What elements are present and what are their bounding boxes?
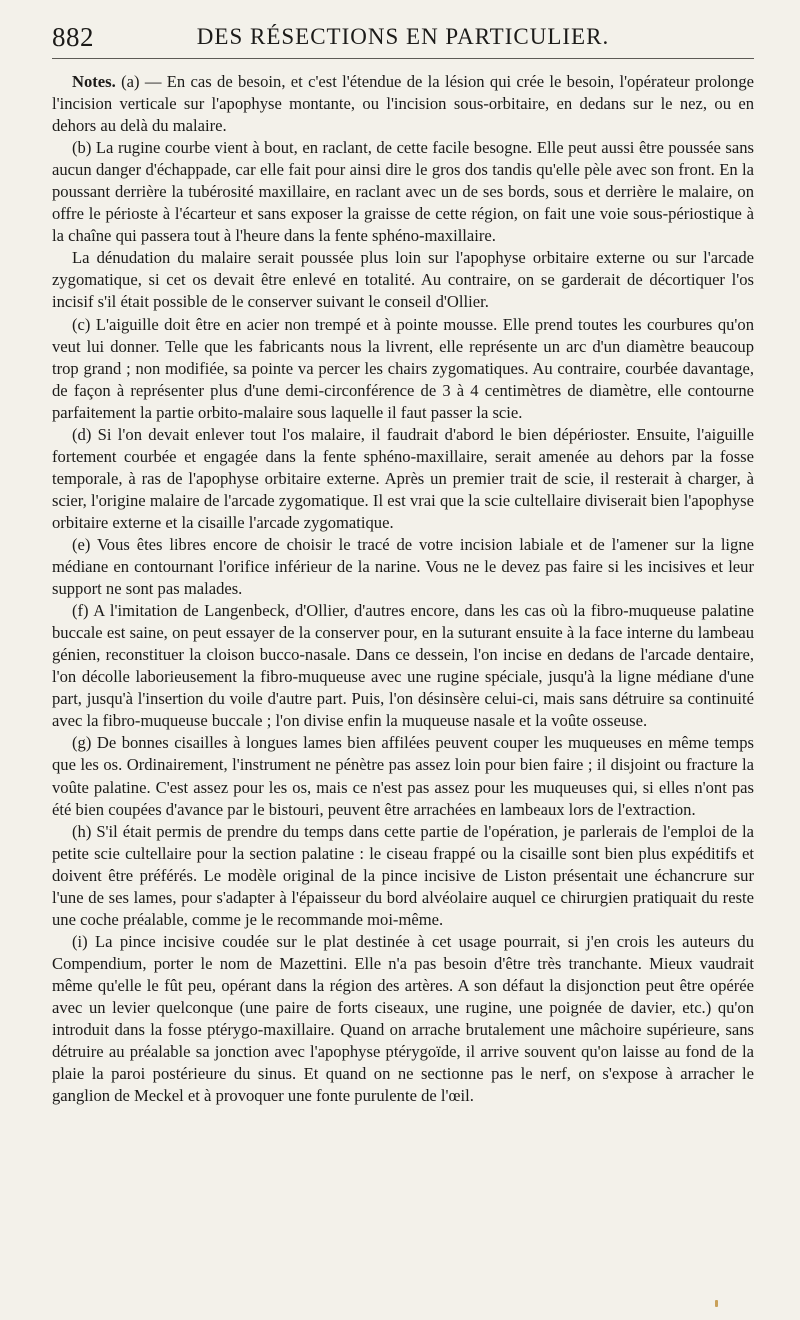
note-label: (f) xyxy=(72,601,89,621)
note-a xyxy=(52,71,754,137)
note-label: (b) xyxy=(72,138,92,158)
note-text: Vous êtes libres encore de choisir le tracé de votre incision labiale et de l'amener sur la ligne médiane en contournant l'orifice inférieur de la narine. Vous ne le devez pas faire si les incisives et leur support ne sont pas malades. xyxy=(52,534,754,599)
note-e xyxy=(52,534,754,600)
note-g xyxy=(52,732,754,820)
note-f xyxy=(52,600,754,732)
note-text: A l'imitation de Langenbeck, d'Ollier, d'autres encore, dans les cas où la fibro-muqueuse palatine buccale est saine, on peut essayer de la conserver pour, en la suturant ensuite à la face interne du lambeau génien, reconstituer la cloison bucco-nasale. Dans ce dessein, l'on incise en dedans de l'arcade dentaire, l'on décolle laborieusement la fibro-muqueuse avec une rugine spéciale, jusqu'à la ligne médiane d'une part, jusqu'à l'insertion du voile d'autre part. Puis, l'on désinsère celui-ci, mais sans détruire sa continuité avec la fibro-muqueuse buccale ; l'on divise enfin la muqueuse nasale et la voûte osseuse. xyxy=(52,601,755,731)
note-text: Si l'on devait enlever tout l'os malaire, il faudrait d'abord le bien dépérioster. Ensuite, l'aiguille fortement courbée et engagée dans la fente sphéno-maxillaire, serait amenée au dehors par la fosse temporale, à ras de l'apophyse orbitaire externe. Après un premier trait de scie, il resterait à charger, à scier, l'origine malaire de l'arcade zygomatique. Il est vrai que la scie cultellaire diviserait bien l'apophyse orbitaire externe et la cisaille l'arcade zygomatique. xyxy=(52,424,754,532)
note-h xyxy=(52,821,754,931)
note-text: La rugine courbe vient à bout, en raclant, de cette facile besogne. Elle peut aussi être poussée sans aucun danger d'échappade, car elle fait pour ainsi dire le gros dos tandis qu'elle pèle avec son front. En la poussant derrière la tubérosité maxillaire, en raclant avec un de ses bords, sous et derrière le malaire, on offre le périoste à l'écarteur et sans exposer la graisse de cette région, on fait une voie sous-périostique à la chaîne qui passera tout à l'heure dans la fente sphéno-maxillaire. xyxy=(52,138,754,246)
note-label: (h) xyxy=(72,821,92,841)
note-text: La dénudation du malaire serait poussée plus loin sur l'apophyse orbitaire externe ou sur l'arcade zygomatique, si cet os devait être enlevé en totalité. Au contraire, on se garderait de décortiquer l'os incisif s'il était possible de le conserver suivant le conseil d'Ollier. xyxy=(52,248,754,312)
ink-speck xyxy=(715,1300,718,1307)
note-b xyxy=(52,137,754,247)
note-d xyxy=(52,424,754,534)
note-text: S'il était permis de prendre du temps dans cette partie de l'opération, je parlerais de l'emploi de la petite scie cultellaire pour la section palatine : le ciseau frappé ou la cisaille sont bien plus expéditifs et doivent être préférés. Le modèle original de la pince incisive de Liston présentait une échancrure sur l'une de ses lames, pour s'adapter à l'épaisseur du bord alvéolaire auquel ce chirurgien pratiquait du reste une coche préalable, comme je le recommande moi-même. xyxy=(52,821,754,929)
note-label: (e) xyxy=(72,534,91,554)
note-i xyxy=(52,931,754,1107)
note-text: L'aiguille doit être en acier non trempé et à pointe mousse. Elle prend toutes les courbures qu'on veut lui donner. Telle que les fabricants nous la livrent, elle représente un arc d'un diamètre beaucoup trop grand ; non modifiée, sa pointe va percer les chairs zygomatiques. Au contraire, courbée davantage, de façon à représenter plus d'une demi-circonférence de 3 à 4 centimètres de diamètre, elle contourne parfaitement la partie orbito-malaire sous laquelle il faut passer la scie. xyxy=(52,314,754,422)
note-label: (i) xyxy=(72,931,88,951)
note-label: (a) xyxy=(121,72,140,91)
note-label: (d) xyxy=(72,424,92,444)
note-text: La pince incisive coudée sur le plat destinée à cet usage pourrait, si j'en crois les auteurs du Compendium, porter le nom de Mazettini. Elle n'a pas besoin d'être très tranchante. Mieux vaudrait même qu'elle le fût peu, opérant dans la région des artères. A son défaut la disjonction peut être opérée avec un levier quelconque (une paire de forts ciseaux, une rugine, une poignée de davier, etc.) qu'on introduit dans la fosse ptérygo-maxillaire. Quand on arrache brutalement une mâchoire supérieure, sans détruire au préalable sa jonction avec l'apophyse ptérygoïde, il arrive souvent qu'on laisse au fond de la plaie la paroi postérieure du sinus. Et quand on ne sectionne pas le nerf, on s'expose à arracher le ganglion de Meckel et à provoquer une fonte purulente de l'œil. xyxy=(52,931,754,1106)
notes-section xyxy=(52,71,754,1107)
note-text: — En cas de besoin, et c'est l'étendue de la lésion qui crée le besoin, l'opérateur prolonge l'incision verticale sur l'apophyse montante, ou l'incision sous-orbitaire, en dedans sur le nez, ou en dehors au delà du malaire. xyxy=(52,72,755,136)
note-label: (g) xyxy=(72,733,92,753)
note-label: (c) xyxy=(72,314,91,334)
notes-heading: Notes. xyxy=(72,72,116,91)
running-head xyxy=(52,18,754,59)
note-b-continued xyxy=(52,247,754,313)
note-text: De bonnes cisailles à longues lames bien affilées peuvent couper les muqueuses en même temps que les os. Ordinairement, l'instrument ne pénètre pas assez loin pour bien faire ; il disjoint ou fracture la voûte palatine. C'est assez pour les os, mais ce n'est pas assez pour les muqueuses qui, si elles n'ont pas été bien coupées d'avance par le bistouri, peuvent être arrachées en lambeaux lors de l'extraction. xyxy=(52,733,754,819)
note-c xyxy=(52,314,754,424)
page-number: 882 xyxy=(52,22,94,52)
running-title: DES RÉSECTIONS EN PARTICULIER. xyxy=(196,24,610,49)
